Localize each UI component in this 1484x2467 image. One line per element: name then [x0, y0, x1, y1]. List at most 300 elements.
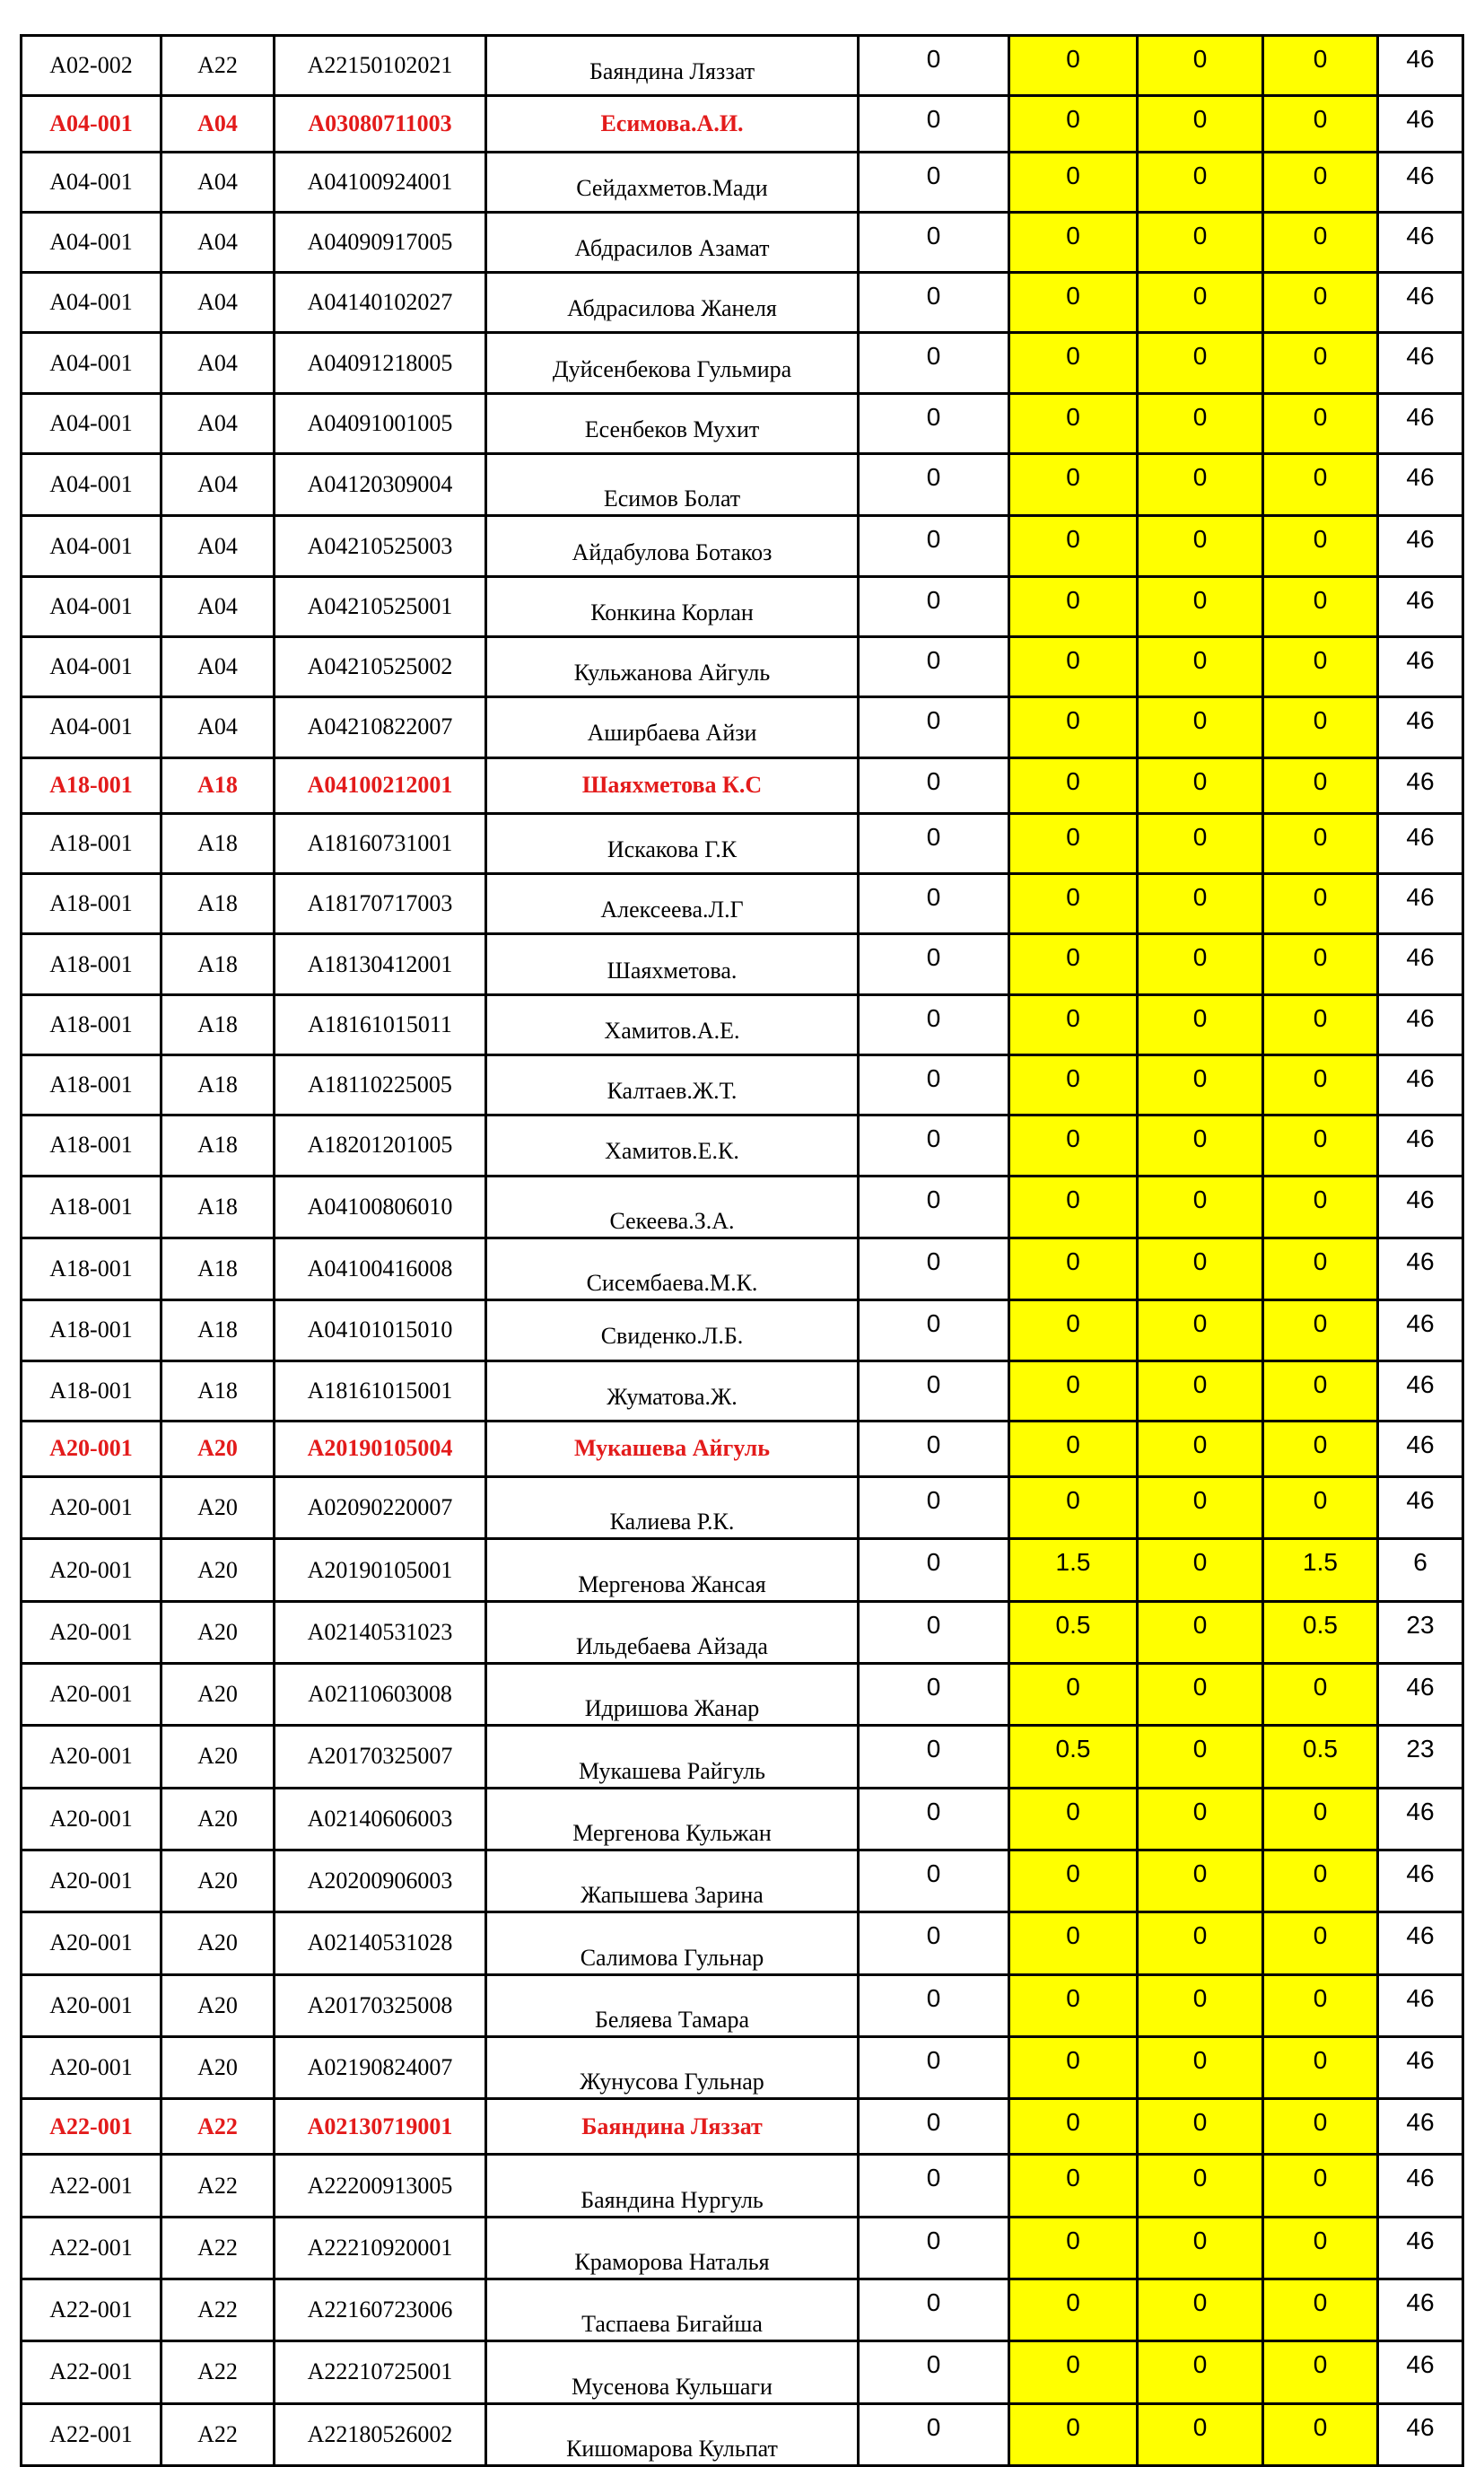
cell-total: 46: [1378, 1238, 1463, 1299]
cell-name: Жуматова.Ж.: [486, 1360, 859, 1421]
cell-code: A20-001: [22, 1539, 161, 1601]
cell-value-3: 0: [1138, 1477, 1263, 1539]
cell-id: A04210822007: [275, 697, 486, 757]
cell-value-2: 0: [1009, 874, 1138, 934]
table-row: [22, 1176, 1463, 1238]
cell-code: A04-001: [22, 333, 161, 393]
cell-group: A20: [161, 1664, 275, 1726]
cell-value-3: 0: [1138, 1601, 1263, 1663]
cell-value-2: 0: [1009, 1360, 1138, 1421]
cell-value-2: 0: [1009, 516, 1138, 576]
table-row: [22, 516, 1463, 576]
cell-value-1: 0: [859, 96, 1009, 152]
cell-total: 46: [1378, 1360, 1463, 1421]
table-row: [22, 1601, 1463, 1663]
cell-id: A20190105004: [275, 1421, 486, 1476]
cell-value-4: 0: [1263, 2279, 1378, 2340]
cell-value-4: 0: [1263, 874, 1378, 934]
table-row: [22, 1238, 1463, 1299]
cell-value-3: 0: [1138, 454, 1263, 516]
cell-value-4: 0: [1263, 36, 1378, 96]
cell-value-3: 0: [1138, 516, 1263, 576]
cell-id: A02190824007: [275, 2036, 486, 2098]
cell-value-2: 0: [1009, 2279, 1138, 2340]
cell-group: A20: [161, 1788, 275, 1850]
table-row: [22, 697, 1463, 757]
cell-name: Хамитов.А.Е.: [486, 994, 859, 1054]
cell-value-2: 0: [1009, 757, 1138, 813]
table-row: [22, 1726, 1463, 1788]
cell-value-3: 0: [1138, 1788, 1263, 1850]
cell-total: 46: [1378, 1477, 1463, 1539]
cell-name: Салимова Гульнар: [486, 1912, 859, 1974]
cell-value-3: 0: [1138, 1850, 1263, 1911]
cell-value-2: 1.5: [1009, 1539, 1138, 1601]
cell-name: Абдрасилова Жанеля: [486, 273, 859, 333]
records-table: [20, 34, 1464, 2467]
cell-value-2: 0: [1009, 96, 1138, 152]
cell-code: A20-001: [22, 1421, 161, 1476]
cell-code: A04-001: [22, 273, 161, 333]
cell-group: A20: [161, 1539, 275, 1601]
table-row: [22, 273, 1463, 333]
cell-value-2: 0: [1009, 2217, 1138, 2279]
cell-code: A04-001: [22, 393, 161, 453]
cell-value-3: 0: [1138, 273, 1263, 333]
cell-name: Дуйсенбекова Гульмира: [486, 333, 859, 393]
cell-code: A18-001: [22, 874, 161, 934]
cell-value-3: 0: [1138, 1974, 1263, 2036]
cell-code: A04-001: [22, 96, 161, 152]
cell-id: A18161015001: [275, 1360, 486, 1421]
cell-id: A04210525003: [275, 516, 486, 576]
cell-code: A04-001: [22, 212, 161, 272]
cell-group: A20: [161, 1601, 275, 1663]
cell-group: A18: [161, 874, 275, 934]
cell-id: A04100924001: [275, 152, 486, 212]
cell-value-1: 0: [859, 2403, 1009, 2465]
cell-total: 46: [1378, 1850, 1463, 1911]
cell-value-4: 0: [1263, 2217, 1378, 2279]
cell-value-4: 0: [1263, 1912, 1378, 1974]
cell-value-1: 0: [859, 1115, 1009, 1176]
cell-group: A04: [161, 393, 275, 453]
table-row-group-head: [22, 757, 1463, 813]
cell-total: 46: [1378, 36, 1463, 96]
cell-value-3: 0: [1138, 1176, 1263, 1238]
cell-value-3: 0: [1138, 2155, 1263, 2217]
cell-group: A20: [161, 1974, 275, 2036]
cell-group: A22: [161, 2403, 275, 2465]
cell-value-2: 0: [1009, 1788, 1138, 1850]
cell-total: 46: [1378, 1055, 1463, 1115]
cell-total: 46: [1378, 1974, 1463, 2036]
table-row: [22, 994, 1463, 1054]
cell-value-2: 0: [1009, 1850, 1138, 1911]
cell-value-2: 0: [1009, 2341, 1138, 2403]
cell-value-1: 0: [859, 273, 1009, 333]
cell-name: Кишомарова Кульпат: [486, 2403, 859, 2465]
cell-id: A02130719001: [275, 2099, 486, 2155]
cell-value-1: 0: [859, 1601, 1009, 1663]
cell-id: A22200913005: [275, 2155, 486, 2217]
cell-code: A04-001: [22, 697, 161, 757]
cell-value-2: 0: [1009, 2155, 1138, 2217]
cell-value-3: 0: [1138, 2341, 1263, 2403]
cell-name: Баяндина Ляззат: [486, 36, 859, 96]
cell-value-4: 0: [1263, 1055, 1378, 1115]
cell-name: Мукашева Райгуль: [486, 1726, 859, 1788]
cell-code: A22-001: [22, 2155, 161, 2217]
cell-value-4: 0: [1263, 2099, 1378, 2155]
cell-value-2: 0: [1009, 636, 1138, 696]
cell-total: 46: [1378, 2217, 1463, 2279]
table-row: [22, 934, 1463, 994]
cell-value-3: 0: [1138, 1115, 1263, 1176]
cell-name: Айдабулова Ботакоз: [486, 516, 859, 576]
cell-total: 46: [1378, 576, 1463, 636]
cell-group: A18: [161, 813, 275, 873]
cell-id: A02140606003: [275, 1788, 486, 1850]
cell-value-2: 0: [1009, 1238, 1138, 1299]
cell-name: Жунусова Гульнар: [486, 2036, 859, 2098]
cell-value-4: 0: [1263, 1664, 1378, 1726]
cell-total: 46: [1378, 757, 1463, 813]
cell-value-2: 0: [1009, 697, 1138, 757]
cell-id: A02140531023: [275, 1601, 486, 1663]
cell-value-1: 0: [859, 2036, 1009, 2098]
cell-value-4: 0: [1263, 393, 1378, 453]
cell-name: Хамитов.Е.К.: [486, 1115, 859, 1176]
cell-name: Мусенова Кульшаги: [486, 2341, 859, 2403]
cell-id: A18160731001: [275, 813, 486, 873]
cell-value-3: 0: [1138, 1238, 1263, 1299]
cell-value-1: 0: [859, 212, 1009, 272]
cell-value-3: 0: [1138, 212, 1263, 272]
cell-value-3: 0: [1138, 636, 1263, 696]
cell-code: A20-001: [22, 1664, 161, 1726]
cell-value-4: 0: [1263, 152, 1378, 212]
cell-id: A22210920001: [275, 2217, 486, 2279]
table-row: [22, 1788, 1463, 1850]
cell-total: 46: [1378, 333, 1463, 393]
cell-value-3: 0: [1138, 393, 1263, 453]
cell-value-3: 0: [1138, 1539, 1263, 1601]
cell-value-4: 0: [1263, 994, 1378, 1054]
cell-group: A18: [161, 994, 275, 1054]
table-row: [22, 1115, 1463, 1176]
cell-value-1: 0: [859, 333, 1009, 393]
cell-value-2: 0: [1009, 1664, 1138, 1726]
cell-code: A18-001: [22, 994, 161, 1054]
cell-value-3: 0: [1138, 1726, 1263, 1788]
cell-code: A22-001: [22, 2279, 161, 2340]
table-row: [22, 1974, 1463, 2036]
cell-value-3: 0: [1138, 1421, 1263, 1476]
cell-value-1: 0: [859, 2341, 1009, 2403]
cell-group: A20: [161, 1421, 275, 1476]
cell-id: A18110225005: [275, 1055, 486, 1115]
table-row: [22, 636, 1463, 696]
table-row: [22, 152, 1463, 212]
cell-code: A20-001: [22, 1850, 161, 1911]
cell-value-4: 0: [1263, 1115, 1378, 1176]
cell-value-4: 0: [1263, 96, 1378, 152]
cell-value-3: 0: [1138, 1055, 1263, 1115]
cell-value-1: 0: [859, 1974, 1009, 2036]
cell-name: Шаяхметова.: [486, 934, 859, 994]
cell-group: A04: [161, 152, 275, 212]
cell-group: A04: [161, 576, 275, 636]
cell-code: A22-001: [22, 2341, 161, 2403]
cell-id: A04210525001: [275, 576, 486, 636]
cell-group: A22: [161, 2217, 275, 2279]
cell-group: A22: [161, 2279, 275, 2340]
cell-id: A18130412001: [275, 934, 486, 994]
cell-group: A22: [161, 2341, 275, 2403]
cell-value-2: 0: [1009, 1477, 1138, 1539]
cell-value-1: 0: [859, 757, 1009, 813]
cell-value-2: 0: [1009, 1055, 1138, 1115]
cell-total: 46: [1378, 2036, 1463, 2098]
cell-value-2: 0: [1009, 36, 1138, 96]
cell-total: 46: [1378, 1115, 1463, 1176]
cell-value-3: 0: [1138, 333, 1263, 393]
table-row: [22, 2036, 1463, 2098]
cell-value-2: 0: [1009, 934, 1138, 994]
cell-code: A18-001: [22, 757, 161, 813]
cell-name: Калтаев.Ж.Т.: [486, 1055, 859, 1115]
cell-group: A04: [161, 636, 275, 696]
table-row: [22, 1300, 1463, 1360]
cell-value-3: 0: [1138, 2099, 1263, 2155]
cell-name: Сисембаева.М.К.: [486, 1238, 859, 1299]
cell-value-4: 0: [1263, 757, 1378, 813]
cell-group: A22: [161, 2099, 275, 2155]
table-row-group-head: [22, 96, 1463, 152]
cell-value-2: 0: [1009, 2036, 1138, 2098]
cell-id: A18170717003: [275, 874, 486, 934]
cell-value-1: 0: [859, 994, 1009, 1054]
cell-value-4: 0: [1263, 1788, 1378, 1850]
cell-value-4: 0: [1263, 273, 1378, 333]
cell-total: 46: [1378, 393, 1463, 453]
cell-name: Секеева.З.А.: [486, 1176, 859, 1238]
cell-value-4: 0.5: [1263, 1726, 1378, 1788]
cell-value-1: 0: [859, 1421, 1009, 1476]
cell-value-3: 0: [1138, 2279, 1263, 2340]
cell-value-1: 0: [859, 874, 1009, 934]
table-row: [22, 1539, 1463, 1601]
cell-value-3: 0: [1138, 1664, 1263, 1726]
table-row: [22, 2341, 1463, 2403]
cell-value-2: 0: [1009, 994, 1138, 1054]
cell-value-4: 0: [1263, 2403, 1378, 2465]
table-row: [22, 36, 1463, 96]
cell-total: 46: [1378, 2341, 1463, 2403]
cell-value-1: 0: [859, 2279, 1009, 2340]
cell-code: A20-001: [22, 1601, 161, 1663]
cell-id: A22160723006: [275, 2279, 486, 2340]
cell-code: A18-001: [22, 813, 161, 873]
cell-value-1: 0: [859, 152, 1009, 212]
cell-value-1: 0: [859, 36, 1009, 96]
cell-value-3: 0: [1138, 757, 1263, 813]
table-row: [22, 1477, 1463, 1539]
cell-group: A20: [161, 1912, 275, 1974]
cell-id: A04101015010: [275, 1300, 486, 1360]
cell-value-2: 0: [1009, 393, 1138, 453]
cell-total: 6: [1378, 1539, 1463, 1601]
cell-total: 46: [1378, 697, 1463, 757]
cell-value-3: 0: [1138, 152, 1263, 212]
cell-value-4: 0: [1263, 1974, 1378, 2036]
cell-value-4: 0.5: [1263, 1601, 1378, 1663]
cell-id: A02110603008: [275, 1664, 486, 1726]
cell-value-2: 0: [1009, 2099, 1138, 2155]
table-row: [22, 813, 1463, 873]
table-row-group-head: [22, 2099, 1463, 2155]
cell-code: A20-001: [22, 1788, 161, 1850]
cell-code: A04-001: [22, 636, 161, 696]
cell-value-3: 0: [1138, 96, 1263, 152]
cell-value-3: 0: [1138, 697, 1263, 757]
table-row-group-head: [22, 1421, 1463, 1476]
cell-group: A20: [161, 1726, 275, 1788]
table-row: [22, 2279, 1463, 2340]
cell-id: A22180526002: [275, 2403, 486, 2465]
cell-total: 46: [1378, 152, 1463, 212]
cell-name: Аширбаева Айзи: [486, 697, 859, 757]
cell-value-1: 0: [859, 576, 1009, 636]
cell-id: A18201201005: [275, 1115, 486, 1176]
cell-group: A18: [161, 1176, 275, 1238]
cell-id: A20190105001: [275, 1539, 486, 1601]
cell-value-4: 0: [1263, 2155, 1378, 2217]
cell-value-3: 0: [1138, 36, 1263, 96]
cell-value-4: 0: [1263, 697, 1378, 757]
cell-name: Мукашева Айгуль: [486, 1421, 859, 1476]
cell-total: 46: [1378, 2279, 1463, 2340]
cell-total: 46: [1378, 516, 1463, 576]
cell-value-4: 0: [1263, 454, 1378, 516]
cell-value-3: 0: [1138, 994, 1263, 1054]
cell-value-2: 0.5: [1009, 1726, 1138, 1788]
cell-code: A20-001: [22, 1477, 161, 1539]
cell-value-2: 0: [1009, 152, 1138, 212]
cell-id: A04090917005: [275, 212, 486, 272]
cell-value-4: 0: [1263, 1477, 1378, 1539]
cell-group: A20: [161, 1850, 275, 1911]
cell-group: A04: [161, 697, 275, 757]
cell-value-2: 0: [1009, 2403, 1138, 2465]
table-row: [22, 212, 1463, 272]
cell-name: Мергенова Жансая: [486, 1539, 859, 1601]
cell-name: Беляева Тамара: [486, 1974, 859, 2036]
cell-name: Жапышева Зарина: [486, 1850, 859, 1911]
table-body: [22, 36, 1463, 2466]
cell-id: A04100212001: [275, 757, 486, 813]
cell-value-3: 0: [1138, 934, 1263, 994]
cell-value-3: 0: [1138, 1360, 1263, 1421]
cell-code: A04-001: [22, 516, 161, 576]
cell-total: 46: [1378, 1788, 1463, 1850]
cell-value-1: 0: [859, 1726, 1009, 1788]
cell-id: A20170325007: [275, 1726, 486, 1788]
cell-value-1: 0: [859, 1788, 1009, 1850]
cell-value-1: 0: [859, 2155, 1009, 2217]
cell-value-4: 0: [1263, 1238, 1378, 1299]
cell-name: Кульжанова Айгуль: [486, 636, 859, 696]
cell-code: A18-001: [22, 1055, 161, 1115]
cell-id: A04100806010: [275, 1176, 486, 1238]
cell-id: A04140102027: [275, 273, 486, 333]
cell-code: A18-001: [22, 1300, 161, 1360]
cell-id: A04091218005: [275, 333, 486, 393]
cell-code: A02-002: [22, 36, 161, 96]
cell-total: 46: [1378, 1300, 1463, 1360]
cell-value-2: 0: [1009, 454, 1138, 516]
cell-name: Сейдахметов.Мади: [486, 152, 859, 212]
cell-value-2: 0: [1009, 1115, 1138, 1176]
cell-id: A22150102021: [275, 36, 486, 96]
cell-name: Абдрасилов Азамат: [486, 212, 859, 272]
cell-value-4: 1.5: [1263, 1539, 1378, 1601]
cell-value-2: 0: [1009, 1974, 1138, 2036]
cell-value-3: 0: [1138, 576, 1263, 636]
table-row: [22, 333, 1463, 393]
cell-value-4: 0: [1263, 1176, 1378, 1238]
cell-name: Ильдебаева Айзада: [486, 1601, 859, 1663]
cell-group: A04: [161, 273, 275, 333]
cell-name: Алексеева.Л.Г: [486, 874, 859, 934]
cell-name: Краморова Наталья: [486, 2217, 859, 2279]
cell-value-4: 0: [1263, 934, 1378, 994]
cell-value-1: 0: [859, 636, 1009, 696]
table-row: [22, 2217, 1463, 2279]
cell-value-4: 0: [1263, 1421, 1378, 1476]
cell-group: A04: [161, 454, 275, 516]
cell-group: A18: [161, 934, 275, 994]
cell-total: 46: [1378, 212, 1463, 272]
cell-code: A18-001: [22, 1360, 161, 1421]
cell-name: Есимова.А.И.: [486, 96, 859, 152]
cell-code: A22-001: [22, 2403, 161, 2465]
cell-name: Калиева Р.К.: [486, 1477, 859, 1539]
cell-value-2: 0.5: [1009, 1601, 1138, 1663]
cell-value-3: 0: [1138, 1912, 1263, 1974]
table-row: [22, 2155, 1463, 2217]
cell-value-4: 0: [1263, 636, 1378, 696]
cell-total: 46: [1378, 2403, 1463, 2465]
cell-name: Баяндина Ляззат: [486, 2099, 859, 2155]
cell-value-4: 0: [1263, 2036, 1378, 2098]
cell-total: 46: [1378, 2099, 1463, 2155]
cell-value-4: 0: [1263, 212, 1378, 272]
cell-total: 23: [1378, 1601, 1463, 1663]
cell-group: A18: [161, 757, 275, 813]
cell-total: 46: [1378, 96, 1463, 152]
cell-name: Шаяхметова К.С: [486, 757, 859, 813]
cell-total: 46: [1378, 1176, 1463, 1238]
cell-group: A04: [161, 212, 275, 272]
cell-value-4: 0: [1263, 333, 1378, 393]
cell-value-1: 0: [859, 1664, 1009, 1726]
table-row: [22, 454, 1463, 516]
cell-group: A20: [161, 1477, 275, 1539]
cell-value-1: 0: [859, 697, 1009, 757]
cell-id: A04091001005: [275, 393, 486, 453]
